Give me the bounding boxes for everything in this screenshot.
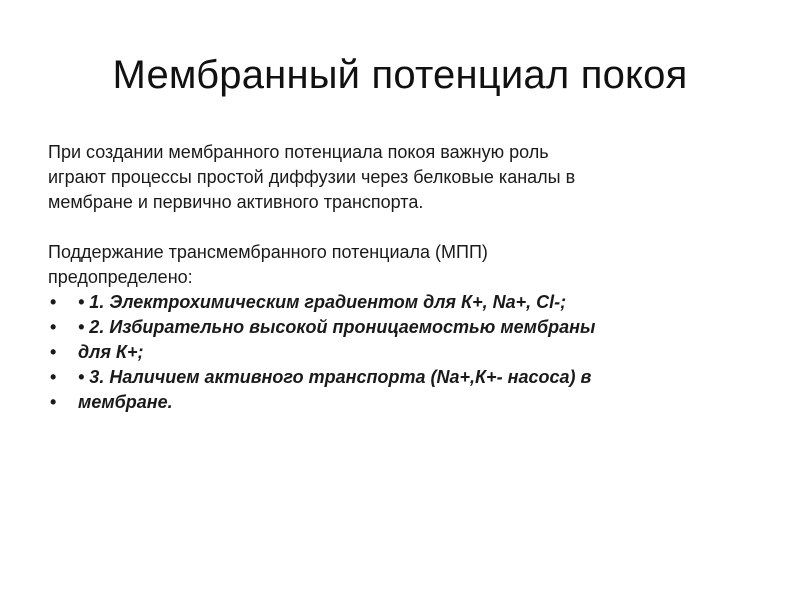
bullet-marker: • — [50, 367, 57, 387]
list-item-text: • 3. Наличием активного транспорта (Na+,К+- насоса) в — [78, 367, 592, 387]
mpp-paragraph — [48, 240, 748, 290]
list-item-text: • 1. Электрохимическим градиентом для К+, Na+, Cl-; — [78, 292, 567, 312]
intro-line-2: играют процессы простой диффузии через белковые каналы в — [48, 167, 576, 187]
intro-line-3: мембране и первично активного транспорта. — [48, 192, 424, 212]
paragraph-spacer — [48, 215, 748, 240]
slide-title: Мембранный потенциал покоя — [112, 53, 688, 97]
bullet-marker: • — [50, 292, 57, 312]
bullet-marker: • — [50, 342, 57, 362]
factor-list — [48, 290, 748, 415]
slide-content — [48, 140, 748, 415]
bullet-marker: • — [50, 317, 57, 337]
list-item-text: для К+; — [78, 342, 144, 362]
bullet-marker: • — [50, 392, 57, 412]
list-item — [48, 365, 748, 390]
list-item — [48, 315, 748, 340]
list-item — [48, 290, 748, 315]
list-item-text: • 2. Избирательно высокой проницаемостью мембраны — [78, 317, 596, 337]
list-item — [48, 340, 748, 365]
list-item-text: мембране. — [78, 392, 173, 412]
list-item — [48, 390, 748, 415]
mpp-line-2: предопределено: — [48, 267, 193, 287]
intro-paragraph — [48, 140, 748, 215]
mpp-line-1: Поддержание трансмембранного потенциала (МПП) — [48, 242, 488, 262]
intro-line-1: При создании мембранного потенциала покоя важную роль — [48, 142, 549, 162]
